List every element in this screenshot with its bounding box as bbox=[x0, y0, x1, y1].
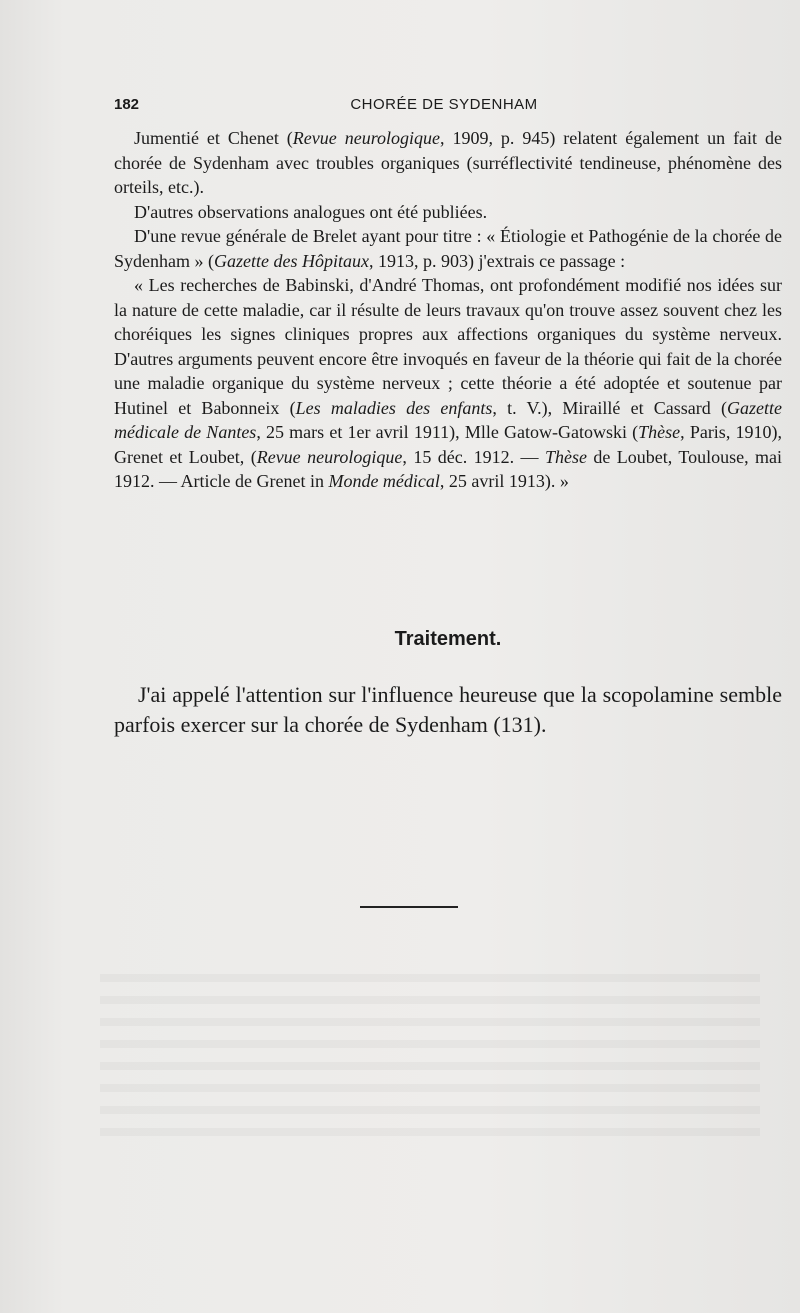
running-head bbox=[114, 96, 774, 120]
citation-title: Revue neurologique bbox=[292, 128, 441, 148]
text-run: de Loubet, Toulouse, mai 1912. — Article de Grenet in bbox=[114, 446, 783, 491]
text-run: D'une revue générale de Brelet ayant pour titre : « Étiologie et Pathogénie de la chorée de Sydenham » ( bbox=[114, 226, 782, 271]
text-run: , 1909, p. 945) relatent également un fait de chorée de Sydenham avec troubles organiques (surréflectivité tendineuse, phénomène des orteils, etc.). bbox=[114, 128, 782, 197]
text-run: « Les recherches de Babinski, d'André Thomas, ont profondément modifié nos idées sur la nature de cette maladie, car il résulte de leurs travaux qu'on trouve assez souvent chez les choréiques les signes cliniques propres aux affections organiques du système nerveux. D'autres arguments peuvent encore être invoqués en faveur de la théorie qui fait de la chorée une maladie organique du système nerveux ; cette théorie a été adoptée et soutenue par Hutinel et Babonneix ( bbox=[114, 275, 782, 418]
paragraph-jumentie bbox=[114, 126, 782, 200]
text-run: , 15 déc. 1912. — bbox=[402, 446, 545, 467]
citation-title: Monde médical bbox=[328, 471, 440, 491]
treatment-text bbox=[114, 680, 782, 740]
citation-title: Thèse bbox=[544, 446, 587, 467]
paragraph-observations: D'autres observations analogues ont été publiées. bbox=[134, 201, 488, 222]
citation-title: Thèse bbox=[638, 422, 681, 442]
text-run: , 25 avril 1913). » bbox=[439, 471, 569, 491]
text-run: , Paris, 1910), Grenet et Loubet, ( bbox=[114, 422, 782, 467]
paragraph-quotation bbox=[114, 273, 782, 494]
text-run: Jumentié et Chenet ( bbox=[134, 128, 293, 148]
citation-title: Les maladies des enfants bbox=[295, 397, 493, 418]
text-run: , 1913, p. 903) j'extrais ce passage : bbox=[368, 250, 626, 271]
citation-title: Gazette médicale de Nantes bbox=[114, 397, 782, 442]
end-rule bbox=[360, 906, 458, 908]
section-heading: Traitement. bbox=[394, 628, 502, 650]
citation-title: Revue neurologique bbox=[256, 446, 403, 467]
body-text bbox=[114, 126, 782, 494]
show-through bbox=[100, 960, 760, 1140]
page-number: 182 bbox=[114, 96, 140, 113]
paragraph-brelet bbox=[114, 224, 782, 273]
text-run: , t. V.), Miraillé et Cassard ( bbox=[492, 397, 728, 418]
paragraph-treatment: J'ai appelé l'attention sur l'influence heureuse que la scopolamine semble parfois exercer sur la chorée de Sydenham (131). bbox=[114, 682, 782, 737]
text-run: , 25 mars et 1er avril 1911), Mlle Gatow-Gatowski ( bbox=[256, 422, 639, 442]
running-title: CHORÉE DE SYDENHAM bbox=[350, 96, 538, 113]
citation-title: Gazette des Hôpitaux bbox=[213, 250, 369, 271]
